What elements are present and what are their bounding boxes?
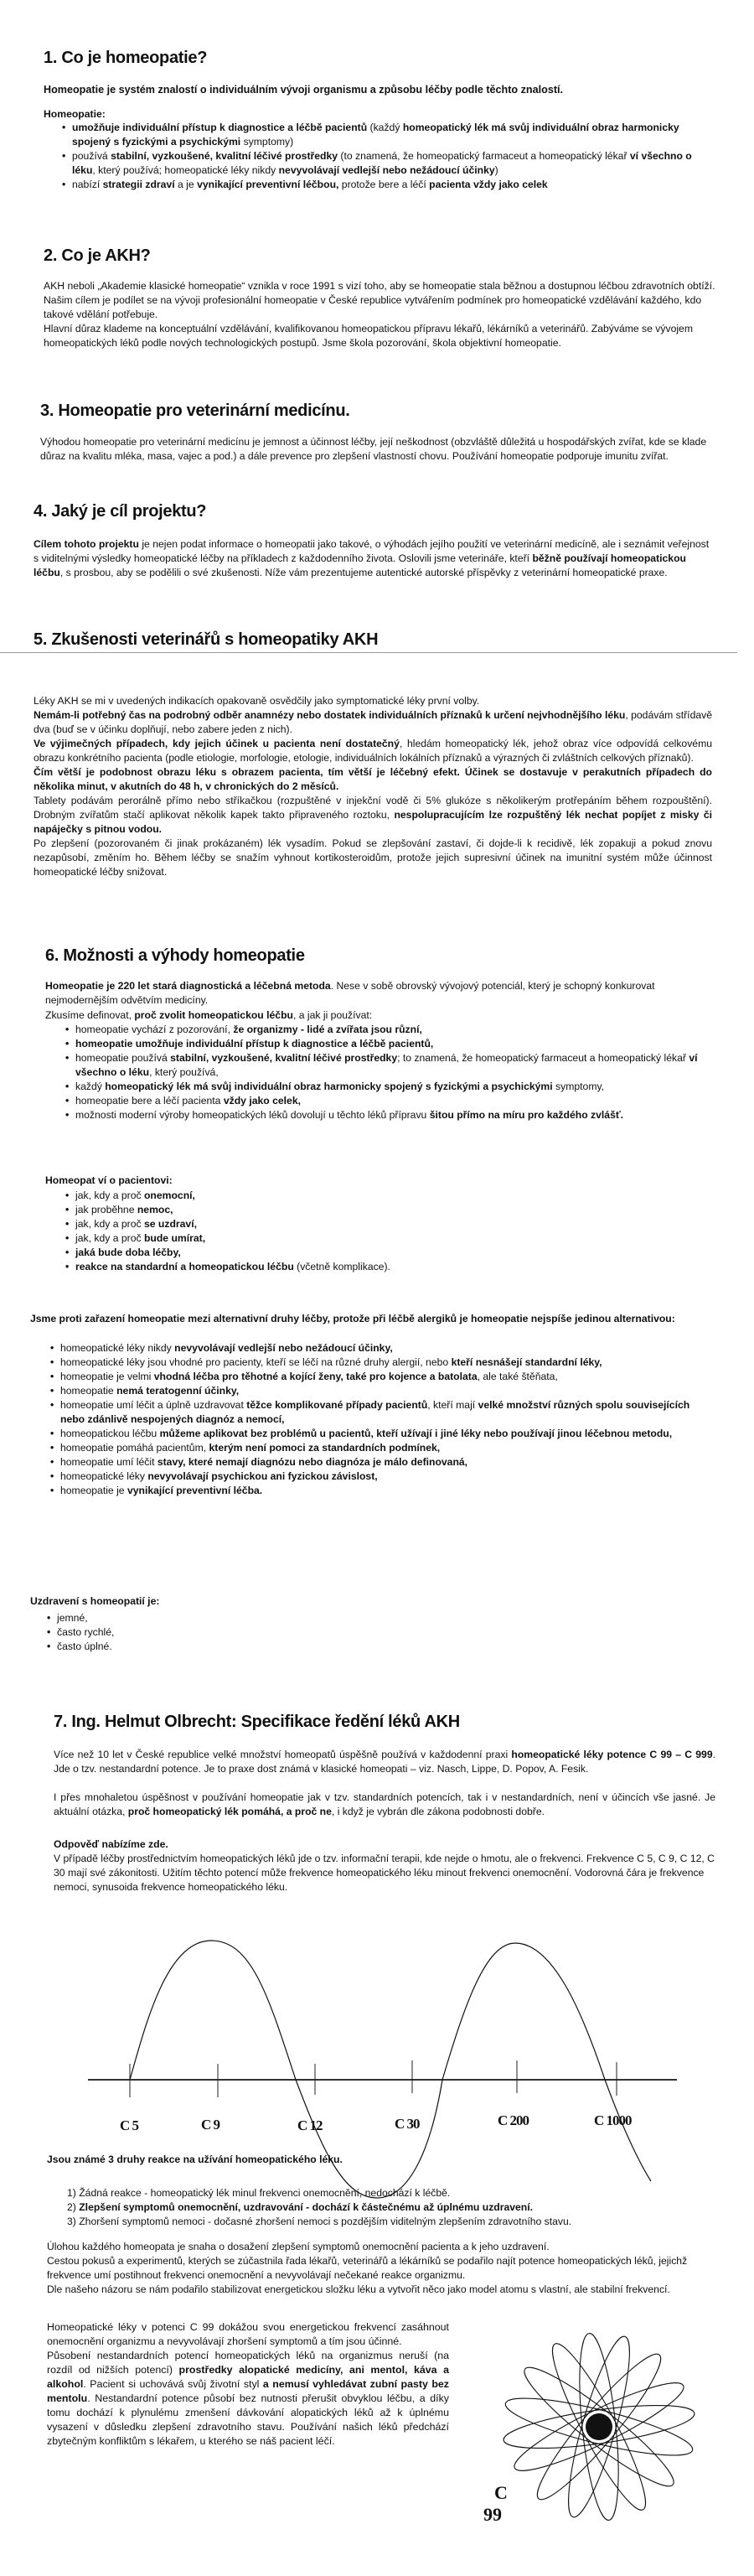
section-6-alternative-list (50, 1341, 704, 1498)
list-item: • homeopatie používá stabilní, vyzkoušené, kvalitní léčivé prostředky; to znamená, že homeopatický farmaceut a homeopatický lékař ví všechno o léku, který používá, (65, 1051, 719, 1080)
section-4-title: 4. Jaký je cíl projektu? (34, 502, 207, 521)
tick-label-c30: C 30 (395, 2116, 420, 2132)
section-7-reactions-label: Jsou známé 3 druhy reakce na užívání homeopatického léku. (47, 2154, 343, 2165)
list-item: • homeopatické léky nikdy nevyvolávají vedlejší nebo nežádoucí účinky, (50, 1341, 704, 1355)
tick-label-c5: C 5 (120, 2117, 139, 2133)
list-item: 3) Zhoršení symptomů nemoci - dočasné zhoršení nemoci s pozdějším viditelným zlepšením zdravotního stavu. (67, 2216, 572, 2227)
list-item: • homeopatickou léčbu můžeme aplikovat bez problémů u pacientů, kteří užívají i jiné léky nebo používají jinou léčebnou metodu, (50, 1427, 704, 1441)
section-1-list (62, 121, 715, 192)
tick-label-c200: C 200 (498, 2112, 529, 2128)
list-item: • homeopatie vychází z pozorování, že organizmy - lidé a zvířata jsou různí, (65, 1023, 719, 1037)
section-6-why-list (65, 1023, 719, 1122)
list-item: • jaká bude doba léčby, (65, 1246, 568, 1260)
atom-label-c: C (494, 2482, 508, 2503)
tick-label-c1000: C 1000 (594, 2112, 632, 2128)
section-5-divider (0, 652, 737, 653)
atom-model-icon (486, 2330, 704, 2532)
list-item: • jak, kdy a proč bude umírat, (65, 1231, 568, 1246)
section-5-line-1: Léky AKH se mi v uvedených indikacích opakovaně osvědčily jako symptomatické léky první volby. (34, 695, 480, 707)
section-5-title: 5. Zkušenosti veterinářů s homeopatiky AKH (34, 630, 379, 649)
section-7-paragraph-1: Více než 10 let v České republice velké množství homeopatů úspěšně používá v každodenní praxi homeopatické léky potence C 99 – C 999. Jde o tzv. nestandardní potence. Je to praxe dost známá v klasické homeopati – viz. Nasch, Lippe, D. Popov, A. Fesik. (54, 1749, 715, 1775)
section-5-line-3: Ve výjimečných případech, kdy jejich účinek u pacienta není dostatečný, hledám homeopatický lék, jehož obraz více odpovídá celkovému obrazu konkrétního pacienta (podle etiologie, morfologie, etologie, individuálních lokálních příznaků a výrazných či zvláštních celkových příznaků). (34, 738, 712, 764)
section-1-title: 1. Co je homeopatie? (44, 49, 208, 67)
tick-label-c12: C 12 (297, 2117, 323, 2133)
list-item: • jak, kdy a proč onemocní, (65, 1189, 568, 1203)
atom-nucleus (586, 2413, 612, 2440)
section-2-paragraph-1: AKH neboli „Akademie klasické homeopatie“ vznikla v roce 1991 s vizí toho, aby se homeopatie stala běžnou a dostupnou léčbou zdravotních obtíží. Našim cílem je podílet se na vývoji profesionální homeopatie v České republice vytvářením podmínek pro homeopatické vzdělávání každého, kdo takové vdělání potřebuje. (44, 280, 715, 320)
section-7-paragraph-7: Homeopatické léky v potenci C 99 dokážou svou energetickou frekvencí zasáhnout onemocnění organizmu a nevyvolávají zhoršení symptomů a tím jsou účinné. (47, 2321, 449, 2347)
section-3-title: 3. Homeopatie pro veterinární medicínu. (40, 402, 350, 420)
section-7-paragraph-5: Cestou pokusů a experimentů, kterých se zúčastnila řada lékařů, veterinářů a lékárníků se podařilo najít potence homeopatických léků, jejichž frekvence umí postihnout frekvenci onemocnění a nevyvolávají nečekané reakce organizmu. (47, 2255, 688, 2281)
section-6-knows-label: Homeopat ví o pacientovi: (45, 1174, 173, 1186)
section-2-title: 2. Co je AKH? (44, 246, 151, 265)
list-item: • homeopatie je velmi vhodná léčba pro těhotné a kojící ženy, také pro kojence a batolata, ale také štěňata, (50, 1370, 704, 1384)
tick-label-c9: C 9 (201, 2117, 220, 2133)
list-item: 1) Žádná reakce - homeopatický lék minul frekvenci onemocnění, nedochází k léčbě. (67, 2187, 451, 2199)
section-5-line-6: Po zlepšení (pozorovaném či jinak prokázaném) lék vysadím. Pokud se zlepšování zastaví, či dojde-li k recidivě, lék zopakuji a pokud znovu nezapůsobí, změním ho. Během léčby se snažím vyhnout kortikosteroidům, protože jejich supresivní účinek na imunitní systém může účinnost homeopatické léčby snižovat. (34, 837, 712, 878)
section-7-paragraph-6: Dle našeho názoru se nám podařilo stabilizovat energetickou složku léku a vytvořit něco jako model atomu s vlastní, ale stabilní frekvencí. (47, 2283, 670, 2295)
list-item: • homeopatie pomáhá pacientům, kterým není pomoci za standardních podmínek, (50, 1441, 704, 1455)
list-item: • homeopatické léky nevyvolávají psychickou ani fyzickou závislost, (50, 1469, 704, 1484)
list-item: • homeopatie je vynikající preventivní léčba. (50, 1484, 704, 1498)
atom-label-99: 99 (483, 2504, 502, 2525)
section-4-paragraph: Cílem tohoto projektu je nejen podat informace o homeopatii jako takové, o výhodách jejího použití ve veterinární medicíně, ale i seznámit veřejnost s viditelnými výsledky homeopatické léčby na příkladech z každodenního života. Oslovili jsme veterináře, kteří běžně používají homeopatickou léčbu, s prosbou, aby se podělili o své zkušenosti. Níže vám prezentujeme autentické autorské příspěvky z veterinární homeopatické praxe. (34, 538, 710, 578)
list-item: • jak, kdy a proč se uzdraví, (65, 1217, 568, 1231)
section-6-knows-list (65, 1189, 568, 1274)
list-item: 2) Zlepšení symptomů onemocnění, uzdravování - dochází k částečnému až úplnému uzdravení. (67, 2201, 534, 2213)
section-7-answer-label: Odpověď nabízíme zde. (54, 1838, 168, 1850)
section-6-healing-list (47, 1611, 298, 1654)
list-item: • možnosti moderní výroby homeopatických léků dovolují u těchto léků přípravu šitou přímo na míru pro každého zvlášť. (65, 1108, 719, 1122)
section-6-title: 6. Možnosti a výhody homeopatie (45, 946, 305, 965)
section-3-paragraph: Výhodou homeopatie pro veterinární medicínu je jemnost a účinnost léčby, její neškodnost (obzvláště důležitá u hospodářských zvířat, kde se klade důraz na kvalitu mléka, masa, vajec a pod.) a dále prevence pro zlepšení vlastností chovu. Používání homeopatie podporuje imunitu zvířat. (40, 436, 707, 462)
section-1-intro: Homeopatie je systém znalostí o individuálním vývoji organismu a způsobu léčby podle těchto znalostí. (44, 84, 564, 96)
section-5-line-4: Čím větší je podobnost obrazu léku s obrazem pacienta, tím větší je léčebný efekt. Účinek se dostavuje v perakutních případech do několika minut, v akutních do 48 h, v chronických do 2 měsíců. (34, 766, 712, 792)
list-item: • homeopatické léky jsou vhodné pro pacienty, kteří se léčí na různé druhy alergií, nebo kteří nesnášejí standardní léky, (50, 1355, 704, 1370)
list-item: • homeopatie bere a léčí pacienta vždy jako celek, (65, 1094, 719, 1108)
section-6-against: Jsme proti zařazení homeopatie mezi alternativní druhy léčby, protože při léčbě alergiků je homeopatie nejspíše jedinou alternativou: (30, 1313, 675, 1324)
list-item: • homeopatie umožňuje individuální přístup k diagnostice a léčbě pacientů, (65, 1037, 719, 1051)
list-item: • umožňuje individuální přístup k diagnostice a léčbě pacientů (každý homeopatický lék má svůj individuální obraz harmonicky spojený s fyzickými a psychickými symptomy) (62, 121, 715, 149)
section-1-list-label: Homeopatie: (44, 108, 106, 120)
frequency-sine-diagram (0, 1911, 754, 2213)
section-7-paragraph-8: Působení nestandardních potencí homeopatických léků na organizmus neruší (na rozdíl od nižších potencí) prostředky alopatické medicíny, ani mentol, káva a alkohol. Pacient si uchovává svůj životní styl a nemusí vyhledávat zubní pasty bez mentolu. Nestandardní potence působí bez nutnosti přerušit obvyklou léčbu, a díky tomu dochází k plynulému zmenšení dávkování alopatických léků až k úplnému vysazení v důsledku zlepšení zdravotního stavu. Používání našich léků předchází zbytečným konfliktům s lékařem, u kterého se náš pacient léčí. (47, 2350, 450, 2447)
section-7-title: 7. Ing. Helmut Olbrecht: Specifikace ředění léků AKH (54, 1713, 460, 1731)
section-6-healing-label: Uzdravení s homeopatií je: (30, 1595, 160, 1607)
list-item: • reakce na standardní a homeopatickou léčbu (včetně komplikace). (65, 1260, 568, 1274)
section-6-intro: Homeopatie je 220 let stará diagnostická a léčebná metoda. Nese v sobě obrovský vývojový potenciál, který je schopný konkurovat nejmodernějším odvětvím medicíny. (45, 980, 655, 1006)
list-item: • homeopatie nemá teratogenní účinky, (50, 1384, 704, 1398)
section-2-paragraph-2: Hlavní důraz klademe na konceptuální vzdělávání, kvalifikovanou homeopatickou přípravu lékařů, lékárníků a veterinářů. Zabýváme se vývojem homeopatických léků podle nových technologických postupů. Jsme škola pozorování, škola objektivní homeopatie. (44, 323, 693, 349)
section-7-paragraph-3: V případě léčby prostřednictvím homeopatických léků jde o tzv. informační terapii, kde nejde o hmotu, ale o frekvenci. Frekvence C 5, C 9, C 12, C 30 mají své zákonitosti. Užitím těchto potencí může frekvence homeopatického léku minout frekvenci onemocnění. Vodorovná čára je frekvence nemoci, synusoida frekvence homeopatického léku. (54, 1853, 715, 1893)
list-item: • homeopatie umí léčit a úplně uzdravovat těžce komplikované případy pacientů, kteří mají velké množství různých spolu souvisejících nebo zdánlivě nespojených diagnóz a nemocí, (50, 1398, 704, 1427)
list-item: • každý homeopatický lék má svůj individuální obraz harmonicky spojený s fyzickými a psychickými symptomy, (65, 1080, 719, 1094)
section-5-line-2: Nemám-li potřebný čas na podrobný odběr anamnézy nebo dostatek individuálních příznaků k určení nejvhodnějšího léku, podávám střídavě dva (buď se v účinku doplňují, nebo zabere jeden z nich). (34, 709, 712, 735)
section-7-c99-text (47, 2320, 449, 2449)
list-item: • často úplné. (47, 1640, 298, 1654)
list-item: • jemné, (47, 1611, 298, 1625)
list-item: • jak proběhne nemoc, (65, 1203, 568, 1217)
list-item: • často rychlé, (47, 1625, 298, 1640)
list-item: • nabízí strategii zdraví a je vynikající preventivní léčbou, protože bere a léčí pacienta vždy jako celek (62, 178, 715, 192)
section-5-body (34, 694, 712, 879)
list-item: • homeopatie umí léčit stavy, které nemají diagnózu nebo diagnóza je málo definovaná, (50, 1455, 704, 1469)
section-6-why-label: Zkusíme definovat, proč zvolit homeopatickou léčbu, a jak ji používat: (45, 1009, 373, 1021)
section-7-body (47, 2240, 717, 2297)
list-item: • používá stabilní, vyzkoušené, kvalitní léčivé prostředky (to znamená, že homeopatický farmaceut a homeopatický lékař ví všechno o léku, který používá; homeopatické léky nikdy nevyvolávají vedlejší nebo nežádoucí účinky) (62, 149, 715, 178)
section-7-reactions-list (67, 2186, 720, 2229)
section-7-paragraph-4: Úlohou každého homeopata je snaha o dosažení zlepšení symptomů onemocnění pacienta a k jeho uzdravení. (47, 2241, 550, 2252)
section-5-line-5: Tablety podávám perorálně přímo nebo stříkačkou (rozpuštěné v injekční vodě či 5% glukóze s několikerým protřepáním během rozpouštění). Drobným zvířatům stačí aplikovat několik kapek takto připraveného roztoku, nespolupracujícím lze rozpuštěný lék nechat popíjet z misky či napáječky s pitnou vodou. (34, 795, 712, 835)
section-7-paragraph-2: I přes mnohaletou úspěšnost v používání homeopatie jak v tzv. standardních potencích, tak i v nestandardních, není v účincích vše jasné. Je aktuální otázka, proč homeopatický lék pomáhá, a proč ne, i když je vybrán dle zákona podobnosti dobře. (54, 1791, 715, 1817)
